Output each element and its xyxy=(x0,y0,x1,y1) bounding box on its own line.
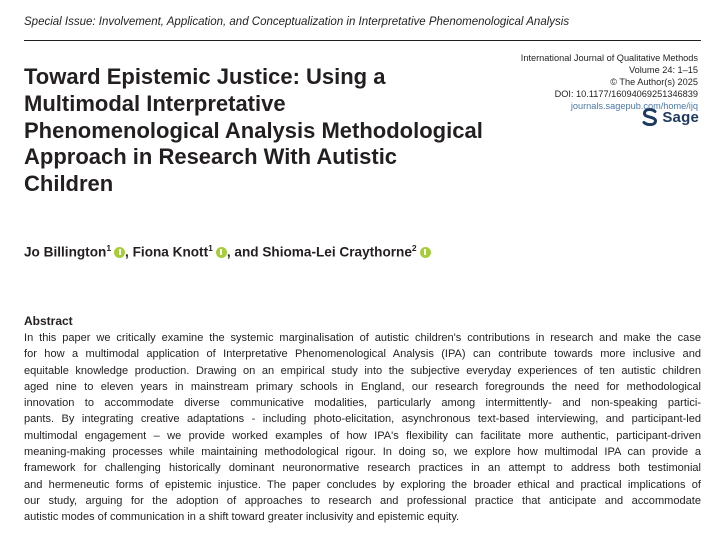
title-line: Multimodal Interpretative xyxy=(24,90,286,116)
title-line: Toward Epistemic Justice: Using a xyxy=(24,64,386,89)
author-affiliation-mark: 1 xyxy=(106,243,112,253)
journal-doi: DOI: 10.1177/16094069251346839 xyxy=(554,89,698,99)
special-issue-banner: Special Issue: Involvement, Application, and Conceptualization in Interpretative Phenomenological Analysis xyxy=(24,16,570,28)
title-line: Phenomenological Analysis Methodological xyxy=(24,117,483,143)
abstract-line: aged nine to eleven years in mainstream primary schools in England, our research foregrounds the need for methodological xyxy=(24,380,701,393)
abstract-line: framework for challenging historically dominant neuronormative research practices in an attempt to address both testimonial xyxy=(24,462,701,475)
abstract-heading: Abstract xyxy=(24,314,73,328)
journal-info xyxy=(521,52,698,112)
title-line: Approach in Research With Autistic xyxy=(24,144,398,170)
abstract-line: equitable knowledge production. Drawing on an empirical study into the subjective everyday experiences of ten autistic children xyxy=(24,364,701,377)
author-separator: , xyxy=(125,244,133,260)
journal-name: International Journal of Qualitative Methods xyxy=(520,53,698,63)
abstract-line: multimodal engagement – we provide worked examples of how IPA's flexibility can facilitate more authentic, participant-driven xyxy=(24,429,701,442)
header-rule xyxy=(24,40,701,41)
author-name[interactable]: Fiona Knott xyxy=(132,244,209,260)
author-affiliation-mark: 2 xyxy=(411,243,417,253)
abstract-line: autistic modes of communication in a shift toward greater inclusivity and epistemic equity. xyxy=(24,511,460,524)
journal-copyright: © The Author(s) 2025 xyxy=(610,77,698,87)
sage-wordmark: Sage xyxy=(662,108,699,126)
abstract-line: pants. By integrating creative adaptations - including photo-elicitation, asynchronous text-based interviewing, and participant-led xyxy=(24,413,701,426)
abstract-line: meaning-making processes while maintaining methodological rigour. In doing so, we explore how multimodal IPA can provide a xyxy=(24,446,701,459)
title-line: Children xyxy=(24,171,114,197)
orcid-icon[interactable] xyxy=(420,247,431,258)
article-title xyxy=(24,64,524,198)
orcid-icon[interactable] xyxy=(216,247,227,258)
abstract-line: and hermeneutic forms of epistemic injustice. The paper concludes by exploring the broader ethical and practical implications of xyxy=(24,478,701,491)
abstract-body xyxy=(24,330,701,526)
author-list xyxy=(24,243,431,260)
author-separator: , and xyxy=(226,244,263,260)
abstract-line: our study, arguing for the adoption of approaches to research and professional practice that anticipate and accommodate xyxy=(24,494,701,507)
author-name[interactable]: Shioma-Lei Craythorne xyxy=(262,244,412,260)
journal-url-link[interactable]: journals.sagepub.com/home/ijq xyxy=(570,101,698,111)
sage-s-icon xyxy=(642,108,658,126)
abstract-line: for how a multimodal application of Interpretative Phenomenological Analysis (IPA) can contribute towards more inclusive and xyxy=(24,348,701,361)
author-affiliation-mark: 1 xyxy=(208,243,213,253)
author-name[interactable]: Jo Billington xyxy=(24,244,107,260)
orcid-icon[interactable] xyxy=(114,247,125,258)
journal-volume: Volume 24: 1–15 xyxy=(629,65,698,75)
sage-logo xyxy=(642,108,699,126)
abstract-line: innovation to accommodate diverse communicative modalities, particularly among intermittently- and non-speaking partici- xyxy=(24,397,701,410)
abstract-line: In this paper we critically examine the systemic marginalisation of autistic children's contributions in research and make the case xyxy=(24,332,701,344)
